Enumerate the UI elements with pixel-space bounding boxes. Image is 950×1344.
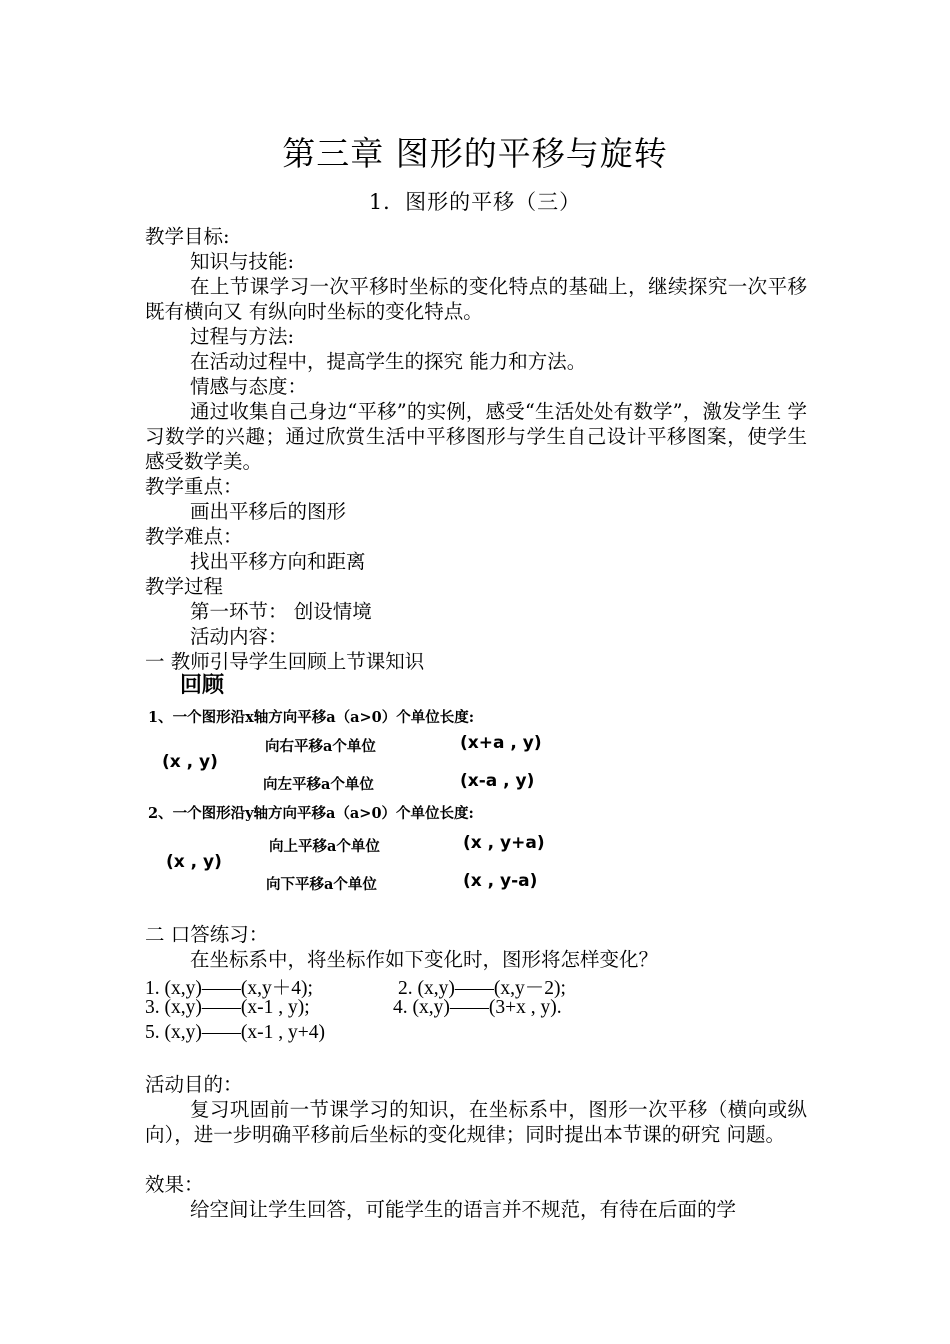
rule2-up-result: (x , y+a) bbox=[463, 833, 545, 853]
part1-text: 一 教师引导学生回顾上节课知识 bbox=[145, 650, 425, 673]
process-steps-label: 教学过程 bbox=[145, 575, 224, 598]
purpose-text: 复习巩固前一节课学习的知识，在坐标系中，图形一次平移（横向或纵向），进一步明确平移前后坐标的变化规律；同时提出本节课的研究 问题。 bbox=[145, 1098, 807, 1146]
effect-text: 给空间让学生回答，可能学生的语言并不规范，有待在后面的学 bbox=[190, 1198, 737, 1221]
emotion-text: 通过收集自己身边“平移”的实例，感受“生活处处有数学”，激发学生 学习数学的兴趣；通过欣赏生活中平移图形与学生自己设计平移图案，使学生感受数学美。 bbox=[145, 400, 807, 473]
practice-item: 3. (x,y)——(x-1 , y); bbox=[145, 997, 310, 1018]
purpose-label: 活动目的： bbox=[145, 1073, 243, 1096]
goal-label: 教学目标: bbox=[145, 225, 230, 248]
rule1-source-coord: (x , y) bbox=[162, 752, 218, 772]
review-heading: 回顾 bbox=[180, 673, 225, 698]
key-text: 画出平移后的图形 bbox=[190, 500, 347, 523]
rule2-source-coord: (x , y) bbox=[166, 852, 222, 872]
practice-item: 5. (x,y)——(x-1 , y+4) bbox=[145, 1022, 325, 1043]
activity-label: 活动内容： bbox=[190, 625, 288, 648]
effect-label: 效果： bbox=[145, 1173, 204, 1196]
rule2-up-label: 向上平移a个单位 bbox=[269, 838, 380, 855]
process-text: 在活动过程中，提高学生的探究 能力和方法。 bbox=[190, 350, 587, 373]
practice-label: 二 口答练习： bbox=[145, 923, 269, 946]
rule1-left-label: 向左平移a个单位 bbox=[263, 776, 374, 793]
chapter-title: 第三章 图形的平移与旋转 bbox=[282, 134, 668, 173]
rule1-right-label: 向右平移a个单位 bbox=[265, 738, 376, 755]
practice-item: 2. (x,y)——(x,y－2); bbox=[398, 978, 566, 999]
rule2-text: 2、一个图形沿y轴方向平移a（a>0）个单位长度: bbox=[148, 805, 474, 822]
difficulty-label: 教学难点： bbox=[145, 525, 243, 548]
emotion-label: 情感与态度： bbox=[190, 375, 308, 398]
rule2-down-result: (x , y-a) bbox=[463, 871, 538, 891]
difficulty-text: 找出平移方向和距离 bbox=[190, 550, 366, 573]
lesson-subtitle: 1．图形的平移（三） bbox=[368, 190, 582, 214]
rule1-text: 1、一个图形沿x轴方向平移a（a>0）个单位长度: bbox=[148, 709, 475, 726]
rule2-down-label: 向下平移a个单位 bbox=[266, 876, 377, 893]
practice-item: 1. (x,y)——(x,y＋4); bbox=[145, 978, 313, 999]
process-label: 过程与方法: bbox=[190, 325, 295, 348]
step1-text: 第一环节： 创设情境 bbox=[190, 600, 372, 623]
knowledge-text: 在上节课学习一次平移时坐标的变化特点的基础上，继续探究一次平移既有横向又 有纵向时坐标的变化特点。 bbox=[145, 275, 807, 323]
key-label: 教学重点： bbox=[145, 475, 243, 498]
knowledge-label: 知识与技能: bbox=[190, 250, 295, 273]
practice-question: 在坐标系中，将坐标作如下变化时，图形将怎样变化？ bbox=[190, 948, 659, 971]
practice-item: 4. (x,y)——(3+x , y). bbox=[393, 997, 562, 1018]
rule1-right-result: (x+a , y) bbox=[460, 733, 542, 753]
rule1-left-result: (x-a , y) bbox=[460, 771, 535, 791]
